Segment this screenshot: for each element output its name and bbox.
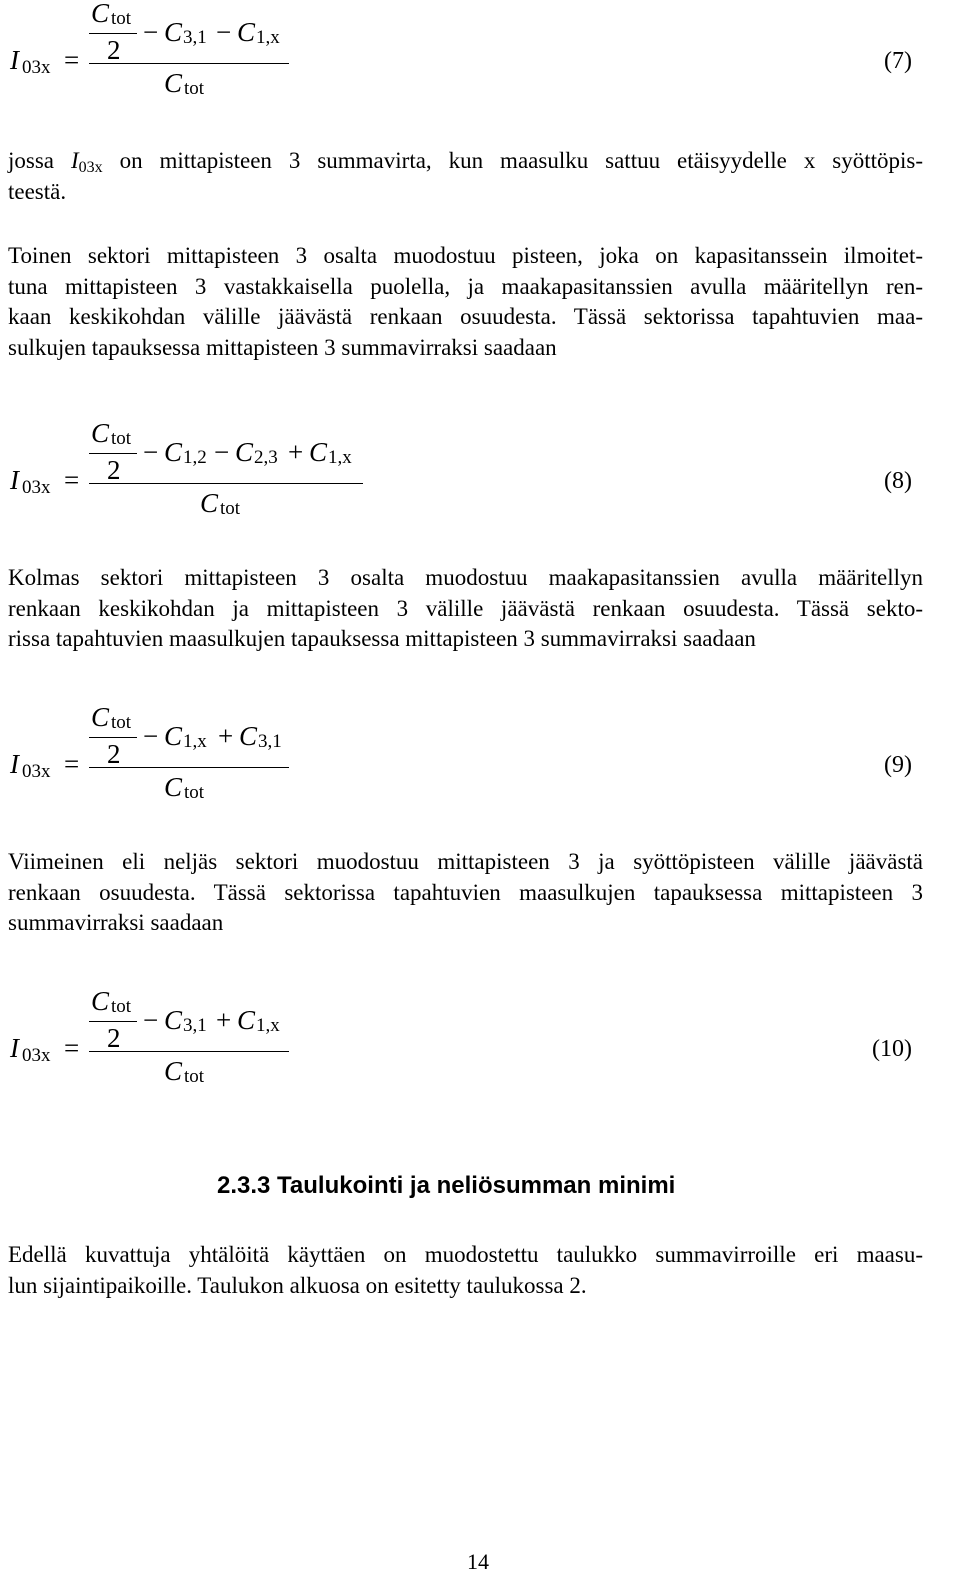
paragraph-5 (8, 1240, 923, 1301)
eq9-inner-fraction-line (89, 737, 137, 738)
eq7-number: (7) (884, 48, 912, 74)
paragraph-4-line: summavirraksi saadaan (8, 910, 224, 936)
eq8-c2-sub: 2,3 (254, 447, 278, 468)
eq10-c2-sub: 1,x (256, 1015, 280, 1036)
eq8-inner-fraction-line (89, 453, 137, 454)
eq9-c2: C (239, 721, 258, 751)
eq8-op2: − (214, 437, 230, 467)
paragraph-5-line: lun sijaintipaikoille. Taulukon alkuosa on esitetty taulukossa 2. (8, 1272, 587, 1298)
eq10-lhs: I (10, 1033, 19, 1063)
eq10-fraction-line (89, 1051, 289, 1052)
eq9-op2: + (218, 721, 234, 751)
eq8-number: (8) (884, 468, 912, 494)
eq10-op2: + (216, 1005, 232, 1035)
eq8-c3: C (309, 437, 328, 467)
eq9-lhs-sub: 03x (22, 761, 51, 782)
eq8-frac-bottom: 2 (107, 455, 121, 485)
eq8-equals: = (64, 465, 80, 495)
eq7-lhs: I (10, 45, 19, 75)
paragraph-3-line: renkaan keskikohdan ja mittapisteen 3 välille jäävästä renkaan osuudesta. Tässä sekto- (8, 595, 923, 621)
eq10-inner-fraction-line (89, 1021, 137, 1022)
paragraph-3-line: Kolmas sektori mittapisteen 3 osalta muodostuu maakapasitanssien avulla määritellyn (8, 565, 923, 590)
eq7-frac-top-sub: tot (111, 8, 132, 29)
eq8-lhs-sub: 03x (22, 477, 51, 498)
eq10-c1: C (164, 1005, 183, 1035)
paragraph-4 (8, 847, 923, 939)
eq7-c2: C (237, 17, 256, 47)
paragraph-2-line: Toinen sektori mittapisteen 3 osalta muodostuu pisteen, joka on kapasitanssein ilmoitet- (8, 243, 923, 268)
eq9-equals: = (64, 749, 80, 779)
paragraph-3 (8, 563, 923, 655)
paragraph-1 (8, 146, 923, 207)
paragraph-2 (8, 241, 923, 363)
equation-8 (0, 420, 960, 530)
eq7-c1-sub: 3,1 (183, 27, 207, 48)
eq7-frac-bottom: 2 (107, 35, 121, 65)
paragraph-2-line: kaan keskikohdan välille jäävästä renkaan osuudesta. Tässä sektorissa tapahtuvien maa- (8, 304, 923, 330)
eq7-op1: − (143, 17, 159, 47)
eq9-c2-sub: 3,1 (258, 731, 282, 752)
eq8-c2: C (235, 437, 254, 467)
eq10-op1: − (143, 1005, 159, 1035)
eq9-den: C (164, 772, 183, 802)
paragraph-1-line-2: teestä. (8, 178, 67, 204)
eq8-c3-sub: 1,x (328, 447, 352, 468)
page-number: 14 (467, 1549, 489, 1574)
eq7-lhs-sub: 03x (22, 57, 51, 78)
eq9-den-sub: tot (184, 782, 205, 803)
eq8-op1: − (143, 437, 159, 467)
eq7-equals: = (64, 45, 80, 75)
eq10-equals: = (64, 1033, 80, 1063)
eq9-c1-sub: 1,x (183, 731, 207, 752)
eq8-den-sub: tot (220, 498, 241, 519)
eq8-lhs: I (10, 465, 19, 495)
eq8-c1: C (164, 437, 183, 467)
eq8-frac-top: C (91, 418, 110, 448)
eq9-frac-top: C (91, 702, 110, 732)
eq10-c1-sub: 3,1 (183, 1015, 207, 1036)
eq8-frac-top-sub: tot (111, 428, 132, 449)
eq10-frac-top: C (91, 986, 110, 1016)
eq7-inner-fraction-line (89, 33, 137, 34)
eq10-c2: C (237, 1005, 256, 1035)
eq7-c2-sub: 1,x (256, 27, 280, 48)
eq9-lhs: I (10, 749, 19, 779)
eq8-c1-sub: 1,2 (183, 447, 207, 468)
eq10-den-sub: tot (184, 1066, 205, 1087)
paragraph-4-line: Viimeinen eli neljäs sektori muodostuu mittapisteen 3 ja syöttöpisteen välille jäävästä (8, 849, 923, 874)
eq9-fraction-line (89, 767, 289, 768)
eq9-number: (9) (884, 752, 912, 778)
eq7-fraction-line (89, 63, 289, 64)
eq7-den: C (164, 68, 183, 98)
eq7-den-sub: tot (184, 78, 205, 99)
equation-7 (0, 0, 960, 110)
section-heading: 2.3.3 Taulukointi ja neliösumman minimi (217, 1172, 676, 1199)
paragraph-2-line: tuna mittapisteen 3 vastakkaisella puolella, ja maakapasitanssien avulla määritellyn ren- (8, 273, 923, 299)
eq9-c1: C (164, 721, 183, 751)
paragraph-1-line-1: jossa $I_{03x}$ on mittapisteen 3 summavirta, kun maasulku sattuu etäisyydelle x syöttöpis- (8, 148, 924, 176)
eq9-op1: − (143, 721, 159, 751)
eq10-frac-top-sub: tot (111, 996, 132, 1017)
eq10-den: C (164, 1056, 183, 1086)
eq8-den: C (200, 488, 219, 518)
eq7-c1: C (164, 17, 183, 47)
eq8-fraction-line (89, 483, 363, 484)
paragraph-4-line: renkaan osuudesta. Tässä sektorissa tapahtuvien maasulkujen tapauksessa mittapisteen 3 (8, 879, 923, 905)
eq10-lhs-sub: 03x (22, 1045, 51, 1066)
eq7-op2: − (216, 17, 232, 47)
eq7-frac-top: C (91, 0, 110, 28)
equation-10 (0, 988, 960, 1098)
eq10-frac-bottom: 2 (107, 1023, 121, 1053)
eq9-frac-bottom: 2 (107, 739, 121, 769)
paragraph-3-line: rissa tapahtuvien maasulkujen tapauksessa mittapisteen 3 summavirraksi saadaan (8, 626, 756, 652)
eq10-number: (10) (872, 1036, 912, 1062)
equation-9 (0, 704, 960, 814)
eq9-frac-top-sub: tot (111, 712, 132, 733)
eq8-op3: + (288, 437, 304, 467)
paragraph-2-line: sulkujen tapauksessa mittapisteen 3 summavirraksi saadaan (8, 334, 557, 360)
paragraph-5-line: Edellä kuvattuja yhtälöitä käyttäen on muodostettu taulukko summavirroille eri maasu- (8, 1242, 923, 1267)
